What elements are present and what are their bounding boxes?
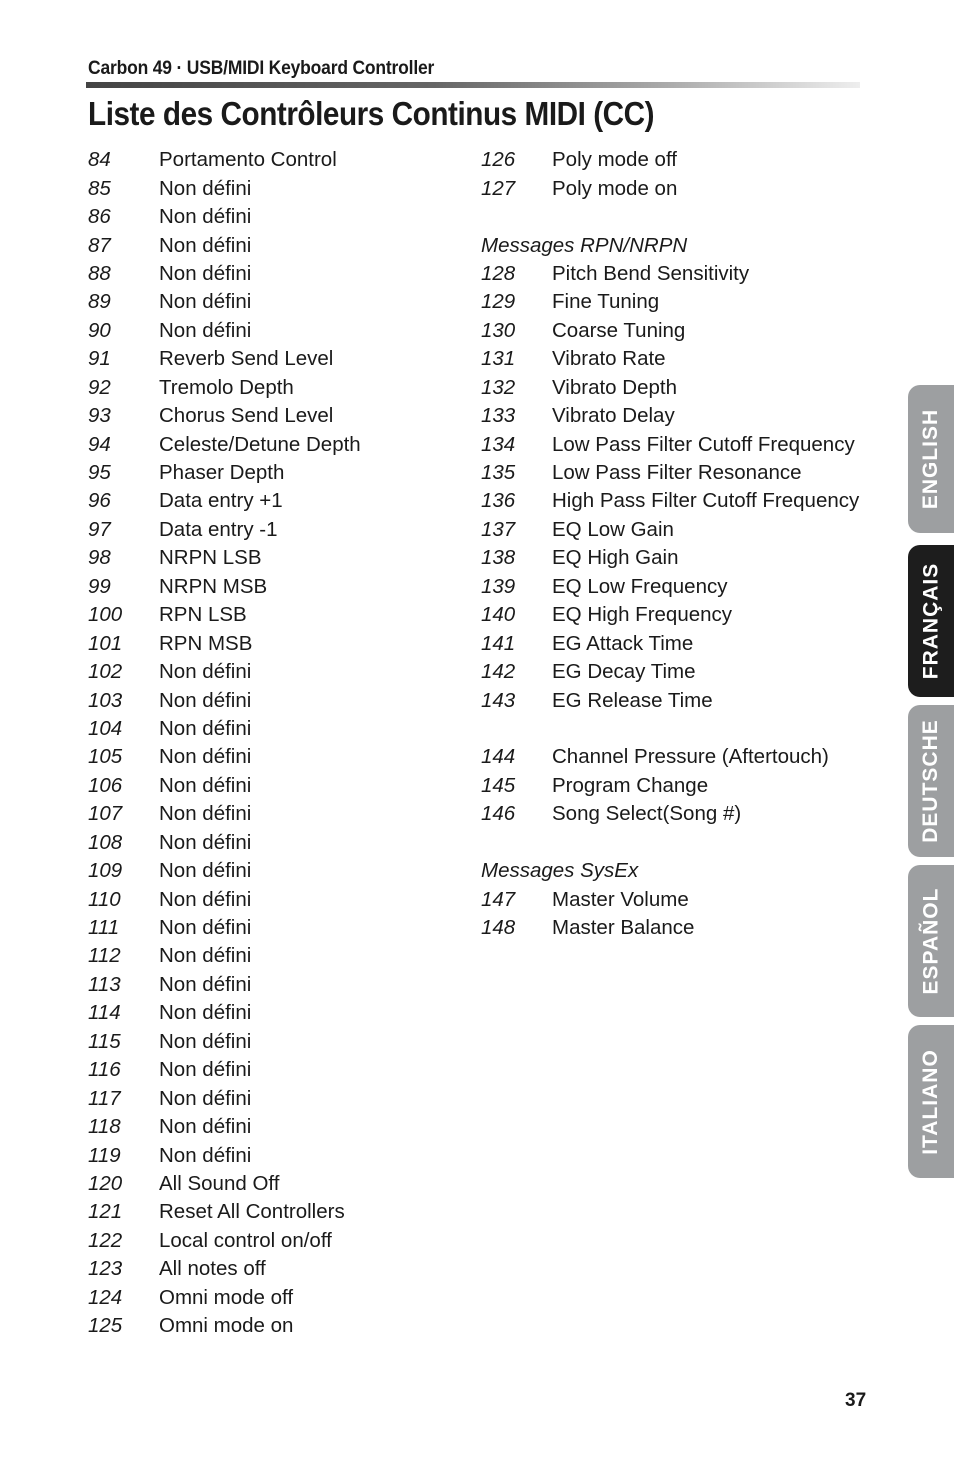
cc-number: 138 — [481, 546, 516, 570]
tab-english[interactable] — [908, 385, 954, 533]
cc-label: RPN LSB — [159, 603, 247, 627]
page-title: Liste des Contrôleurs Continus MIDI (CC) — [88, 95, 655, 132]
cc-row — [481, 146, 859, 174]
cc-row — [88, 1198, 361, 1226]
cc-label: Reverb Send Level — [159, 347, 334, 371]
cc-row — [88, 942, 361, 970]
cc-number: 93 — [88, 404, 111, 428]
cc-label: Chorus Send Level — [159, 404, 334, 428]
cc-group-channel — [481, 743, 859, 828]
page-number: 37 — [845, 1390, 867, 1411]
cc-label: Non défini — [159, 1143, 252, 1167]
cc-row — [88, 402, 361, 430]
cc-label: EQ High Frequency — [552, 603, 733, 627]
cc-label: EG Attack Time — [552, 631, 694, 655]
spacer — [481, 715, 859, 743]
cc-row — [88, 601, 361, 629]
cc-row — [88, 1312, 361, 1340]
cc-row — [481, 573, 859, 601]
cc-number: 97 — [88, 517, 111, 541]
cc-row — [88, 288, 361, 316]
cc-number: 118 — [88, 1115, 121, 1139]
cc-row — [481, 686, 859, 714]
header-rule — [86, 82, 860, 88]
cc-row — [88, 1113, 361, 1141]
cc-row — [481, 459, 859, 487]
cc-label: Non défini — [159, 1115, 252, 1139]
cc-number: 148 — [481, 916, 516, 940]
cc-number: 128 — [481, 261, 516, 285]
cc-group-rpn-nrpn — [481, 260, 859, 715]
cc-number: 113 — [88, 972, 121, 996]
cc-label: EG Decay Time — [552, 660, 696, 684]
cc-row — [88, 743, 361, 771]
cc-row — [88, 686, 361, 714]
cc-row — [481, 374, 859, 402]
cc-row — [481, 260, 859, 288]
cc-row — [481, 544, 859, 572]
cc-number: 139 — [481, 574, 516, 598]
cc-number: 126 — [481, 148, 516, 172]
cc-label: Non défini — [159, 1058, 252, 1082]
cc-label: Non défini — [159, 1001, 252, 1025]
cc-number: 102 — [88, 660, 123, 684]
cc-number: 107 — [88, 802, 123, 826]
cc-label: Master Balance — [552, 916, 695, 940]
cc-row — [88, 1255, 361, 1283]
cc-row — [481, 914, 859, 942]
cc-number: 121 — [88, 1200, 123, 1224]
spacer — [481, 203, 859, 231]
tab-deutsche-label: DEUTSCHE — [919, 719, 943, 843]
cc-label: Non défini — [159, 688, 252, 712]
cc-number: 140 — [481, 603, 516, 627]
tab-deutsche[interactable] — [908, 705, 954, 857]
cc-row — [481, 658, 859, 686]
cc-row — [88, 430, 361, 458]
cc-label: Non défini — [159, 859, 252, 883]
cc-row — [88, 260, 361, 288]
tab-italiano[interactable] — [908, 1025, 954, 1178]
cc-row — [88, 1141, 361, 1169]
cc-number: 145 — [481, 773, 516, 797]
cc-row — [88, 345, 361, 373]
cc-row — [481, 402, 859, 430]
cc-number: 101 — [88, 631, 123, 655]
cc-row — [88, 885, 361, 913]
cc-number: 130 — [481, 318, 516, 342]
cc-label: Non défini — [159, 660, 252, 684]
section-heading-sysex: Messages SysEx — [481, 859, 639, 883]
cc-label: Song Select(Song #) — [552, 802, 742, 826]
cc-number: 91 — [88, 347, 111, 371]
cc-label: Pitch Bend Sensitivity — [552, 261, 750, 285]
cc-number: 143 — [481, 688, 516, 712]
cc-number: 124 — [88, 1285, 123, 1309]
tab-espanol[interactable] — [908, 865, 954, 1017]
cc-label: Non défini — [159, 1086, 252, 1110]
cc-label: Master Volume — [552, 887, 689, 911]
cc-label: NRPN MSB — [159, 574, 268, 598]
cc-number: 137 — [481, 517, 516, 541]
cc-row — [481, 885, 859, 913]
cc-row — [88, 1227, 361, 1255]
cc-row — [481, 487, 859, 515]
cc-number: 88 — [88, 261, 111, 285]
cc-row — [88, 629, 361, 657]
cc-label: All Sound Off — [159, 1171, 280, 1195]
cc-row — [88, 203, 361, 231]
cc-label: Non défini — [159, 916, 252, 940]
cc-number: 135 — [481, 461, 516, 485]
cc-row — [88, 231, 361, 259]
cc-row — [88, 715, 361, 743]
cc-row — [88, 857, 361, 885]
cc-number: 111 — [88, 916, 120, 940]
cc-number: 108 — [88, 830, 123, 854]
cc-number: 110 — [88, 887, 121, 911]
cc-number: 114 — [88, 1001, 121, 1025]
cc-number: 141 — [481, 631, 516, 655]
cc-number: 127 — [481, 176, 516, 200]
cc-row — [481, 772, 859, 800]
cc-label: NRPN LSB — [159, 546, 262, 570]
cc-number: 136 — [481, 489, 516, 513]
cc-label: Omni mode on — [159, 1314, 294, 1338]
cc-group-poly — [481, 146, 859, 203]
cc-number: 146 — [481, 802, 516, 826]
cc-number: 134 — [481, 432, 516, 456]
cc-number: 99 — [88, 574, 111, 598]
cc-row — [88, 487, 361, 515]
cc-row — [88, 1056, 361, 1084]
cc-number: 116 — [88, 1058, 121, 1082]
cc-label: Poly mode off — [552, 148, 677, 172]
cc-row — [481, 345, 859, 373]
cc-number: 86 — [88, 205, 111, 229]
cc-label: Tremolo Depth — [159, 375, 294, 399]
cc-number: 120 — [88, 1171, 123, 1195]
cc-label: Local control on/off — [159, 1228, 332, 1252]
cc-number: 144 — [481, 745, 516, 769]
cc-label: Data entry +1 — [159, 489, 283, 513]
cc-row — [88, 999, 361, 1027]
cc-label: Non défini — [159, 887, 252, 911]
cc-number: 84 — [88, 148, 111, 172]
cc-row — [88, 146, 361, 174]
cc-row — [88, 1284, 361, 1312]
cc-label: EG Release Time — [552, 688, 713, 712]
cc-row — [481, 288, 859, 316]
cc-number: 95 — [88, 461, 111, 485]
section-heading-rpn-nrpn: Messages RPN/NRPN — [481, 233, 688, 257]
cc-row — [481, 516, 859, 544]
cc-number: 133 — [481, 404, 516, 428]
cc-row — [88, 971, 361, 999]
cc-row — [88, 829, 361, 857]
spacer — [481, 829, 859, 857]
cc-number: 132 — [481, 375, 516, 399]
cc-label: Low Pass Filter Cutoff Frequency — [552, 432, 855, 456]
cc-label: Non défini — [159, 773, 252, 797]
cc-label: EQ Low Frequency — [552, 574, 728, 598]
cc-label: EQ Low Gain — [552, 517, 674, 541]
tab-espanol-label: ESPAÑOL — [919, 887, 942, 995]
cc-number: 90 — [88, 318, 111, 342]
cc-row — [481, 800, 859, 828]
cc-number: 96 — [88, 489, 111, 513]
tab-english-label: ENGLISH — [919, 408, 942, 510]
tab-francais-label: FRANÇAIS — [919, 562, 942, 680]
cc-label: Phaser Depth — [159, 461, 285, 485]
cc-label: Non défini — [159, 233, 252, 257]
cc-label: Portamento Control — [159, 148, 337, 172]
cc-label: Fine Tuning — [552, 290, 660, 314]
cc-label: Vibrato Depth — [552, 375, 677, 399]
cc-row — [481, 317, 859, 345]
cc-number: 100 — [88, 603, 123, 627]
cc-number: 131 — [481, 347, 516, 371]
cc-number: 115 — [88, 1029, 121, 1053]
cc-row — [88, 544, 361, 572]
cc-label: Non défini — [159, 205, 252, 229]
cc-label: Non défini — [159, 802, 252, 826]
cc-label: Low Pass Filter Resonance — [552, 461, 802, 485]
cc-label: Coarse Tuning — [552, 318, 686, 342]
cc-number: 123 — [88, 1257, 123, 1281]
cc-row — [88, 459, 361, 487]
cc-label: Channel Pressure (Aftertouch) — [552, 745, 829, 769]
cc-label: Non défini — [159, 1029, 252, 1053]
cc-number: 142 — [481, 660, 516, 684]
cc-number: 92 — [88, 375, 111, 399]
cc-row — [88, 516, 361, 544]
cc-number: 147 — [481, 887, 516, 911]
cc-number: 94 — [88, 432, 111, 456]
cc-label: Non défini — [159, 176, 252, 200]
cc-label: Non défini — [159, 318, 252, 342]
cc-number: 85 — [88, 176, 111, 200]
cc-list-left-column — [88, 146, 361, 1340]
cc-label: Poly mode on — [552, 176, 678, 200]
cc-label: Vibrato Delay — [552, 404, 675, 428]
cc-number: 106 — [88, 773, 123, 797]
cc-label: Vibrato Rate — [552, 347, 666, 371]
cc-row — [481, 629, 859, 657]
cc-row — [88, 914, 361, 942]
cc-label: Data entry -1 — [159, 517, 278, 541]
cc-label: Reset All Controllers — [159, 1200, 345, 1224]
cc-number: 103 — [88, 688, 123, 712]
cc-row — [481, 430, 859, 458]
cc-label: All notes off — [159, 1257, 266, 1281]
cc-number: 112 — [88, 944, 121, 968]
running-head: Carbon 49 · USB/MIDI Keyboard Controller — [88, 58, 435, 79]
cc-row — [88, 1170, 361, 1198]
cc-label: Program Change — [552, 773, 709, 797]
cc-number: 98 — [88, 546, 111, 570]
cc-row — [88, 1028, 361, 1056]
cc-number: 129 — [481, 290, 516, 314]
cc-row — [481, 174, 859, 202]
cc-label: Omni mode off — [159, 1285, 294, 1309]
cc-label: Non défini — [159, 290, 252, 314]
cc-row — [88, 658, 361, 686]
cc-label: EQ High Gain — [552, 546, 679, 570]
cc-label: Non défini — [159, 716, 252, 740]
cc-number: 105 — [88, 745, 123, 769]
cc-number: 87 — [88, 233, 111, 257]
cc-label: High Pass Filter Cutoff Frequency — [552, 489, 860, 513]
cc-row — [88, 772, 361, 800]
cc-number: 89 — [88, 290, 111, 314]
cc-label: Non défini — [159, 745, 252, 769]
cc-number: 119 — [88, 1143, 121, 1167]
tab-italiano-label: ITALIANO — [919, 1048, 943, 1155]
cc-list-right-column — [481, 146, 859, 942]
cc-label: Non défini — [159, 944, 252, 968]
cc-label: Celeste/Detune Depth — [159, 432, 361, 456]
tab-francais[interactable] — [908, 545, 954, 697]
cc-group-sysex — [481, 885, 859, 942]
cc-number: 122 — [88, 1228, 123, 1252]
cc-row — [88, 800, 361, 828]
cc-row — [481, 743, 859, 771]
cc-row — [88, 573, 361, 601]
cc-number: 109 — [88, 859, 123, 883]
cc-label: Non défini — [159, 261, 252, 285]
cc-label: RPN MSB — [159, 631, 253, 655]
cc-number: 104 — [88, 716, 123, 740]
cc-label: Non défini — [159, 972, 252, 996]
cc-label: Non défini — [159, 830, 252, 854]
cc-number: 117 — [88, 1086, 121, 1110]
cc-row — [88, 374, 361, 402]
cc-row — [88, 1084, 361, 1112]
cc-row — [88, 317, 361, 345]
cc-number: 125 — [88, 1314, 123, 1338]
cc-row — [481, 601, 859, 629]
cc-row — [88, 174, 361, 202]
